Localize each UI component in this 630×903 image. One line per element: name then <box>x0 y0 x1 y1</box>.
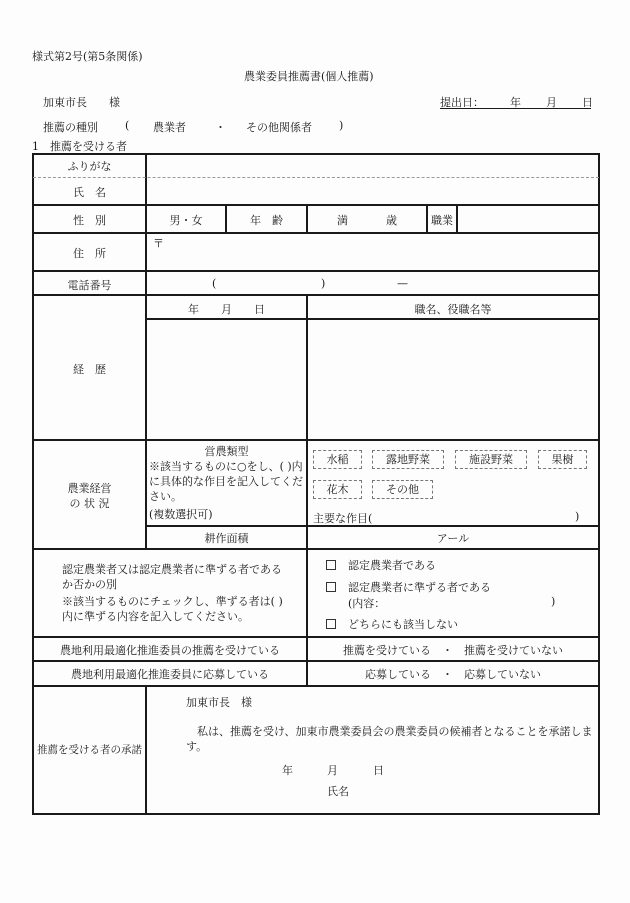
address-input[interactable] <box>148 234 597 269</box>
document-title: 農業委員推薦書(個人推薦) <box>244 70 374 83</box>
addressee: 加東市長 様 <box>43 96 120 109</box>
gender-value[interactable]: 男・女 <box>169 214 203 227</box>
address-label: 住 所 <box>73 247 106 260</box>
certified-option-1-label: 認定農業者である <box>348 559 436 572</box>
name-label: 氏 名 <box>73 186 106 199</box>
kind-option-other[interactable]: その他関係者 <box>246 121 312 134</box>
age-label: 年 齢 <box>250 214 283 227</box>
consent-name-input[interactable] <box>355 780 585 800</box>
career-date-input[interactable] <box>148 321 305 438</box>
submit-day: 日 <box>582 96 593 109</box>
certified-option-3-label: どちらにも該当しない <box>348 618 458 631</box>
phone-dash: — <box>397 277 408 290</box>
kind-label: 推薦の種別 <box>43 121 98 134</box>
submit-month: 月 <box>546 96 557 109</box>
crop-option-flowering-trees[interactable]: 花木 <box>313 480 362 499</box>
occupation-label: 職業 <box>431 214 453 227</box>
career-label: 経 歴 <box>73 363 106 376</box>
farm-status-label-2: の 状 況 <box>69 497 110 510</box>
kind-separator: ・ <box>215 121 226 134</box>
postal-mark: 〒 <box>153 237 164 250</box>
section-heading: 1 推薦を受ける者 <box>32 140 127 153</box>
phone-close: ) <box>321 277 326 290</box>
crop-option-rice[interactable]: 水稲 <box>313 450 362 469</box>
certified-detail-input[interactable] <box>390 593 548 608</box>
consent-day: 日 <box>373 764 384 777</box>
phone-open: ( <box>212 277 217 290</box>
crop-option-greenhouse-vegetables[interactable]: 施設野菜 <box>455 450 527 469</box>
occupation-input[interactable] <box>459 206 597 231</box>
certified-option-3[interactable] <box>326 616 458 632</box>
crop-option-other[interactable]: その他 <box>372 480 433 499</box>
area-unit: アール <box>436 532 470 545</box>
gender-label: 性 別 <box>73 214 106 227</box>
area-input[interactable] <box>309 528 449 547</box>
career-title-header: 職名、役職名等 <box>414 303 492 316</box>
submit-year: 年 <box>510 96 521 109</box>
age-prefix: 満 <box>337 214 348 227</box>
form-number: 様式第2号(第5条関係) <box>32 50 143 63</box>
consent-label: 推薦を受ける者の承諾 <box>37 744 142 756</box>
consent-year: 年 <box>282 764 293 777</box>
phone-input[interactable] <box>148 272 597 293</box>
kind-close: ) <box>339 119 344 132</box>
promoter-recommend-value[interactable]: 推薦を受けている ・ 推薦を受けていない <box>343 644 563 657</box>
submit-date-label: 提出日： <box>440 96 484 109</box>
farm-type-note: ※該当するものに○をし、( )内に具体的な作目を記入してください。 <box>149 460 303 503</box>
certified-option-2-label: 認定農業者に準ずる者である <box>348 581 491 594</box>
main-crop-close: ) <box>575 510 580 523</box>
furigana-label: ふりがな <box>67 160 112 173</box>
farm-type-title: 営農類型 <box>204 445 249 458</box>
certified-option-1[interactable] <box>326 557 436 573</box>
career-date-header: 年 月 日 <box>188 303 265 316</box>
promoter-apply-value[interactable]: 応募している ・ 応募していない <box>365 668 541 681</box>
kind-option-farmer[interactable]: 農業者 <box>153 121 186 134</box>
certified-note: ※該当するものにチェックし、準ずる者は( )内に準ずる内容を記入してください。 <box>62 595 283 623</box>
consent-text: 私は、推薦を受け、加東市農業委員会の農業委員の候補者となることを承諾します。 <box>186 725 593 753</box>
consent-addressee: 加東市長 様 <box>186 696 252 709</box>
farm-type-multi: (複数選択可) <box>149 508 213 521</box>
phone-label: 電話番号 <box>67 279 112 292</box>
kind-open: ( <box>125 119 130 132</box>
area-label: 耕作面積 <box>204 532 249 545</box>
career-title-input[interactable] <box>309 321 597 438</box>
farm-status-label-1: 農業経営 <box>67 482 112 495</box>
main-crop-label: 主要な作目( <box>313 512 373 525</box>
consent-month: 月 <box>327 764 338 777</box>
certified-label: 認定農業者又は認定農業者に準ずる者であるか否かの別 <box>62 563 282 591</box>
certified-detail-close: ) <box>551 595 556 608</box>
submit-date[interactable] <box>440 94 591 109</box>
promoter-apply-label: 農地利用最適化推進委員に応募している <box>71 668 269 681</box>
checkbox-icon[interactable] <box>326 560 336 570</box>
name-input[interactable] <box>148 179 597 203</box>
crop-option-fruit-trees[interactable]: 果樹 <box>538 450 587 469</box>
checkbox-icon[interactable] <box>326 619 336 629</box>
age-input[interactable] <box>350 207 384 229</box>
checkbox-icon[interactable] <box>326 582 336 592</box>
main-crop-input[interactable] <box>382 508 572 524</box>
certified-detail-label: (内容： <box>348 597 386 610</box>
furigana-input[interactable] <box>148 155 597 176</box>
consent-name-label: 氏名 <box>327 785 349 798</box>
age-suffix: 歳 <box>386 214 397 227</box>
crop-option-open-field-vegetables[interactable]: 露地野菜 <box>372 450 444 469</box>
promoter-recommend-label: 農地利用最適化推進委員の推薦を受けている <box>60 644 280 657</box>
